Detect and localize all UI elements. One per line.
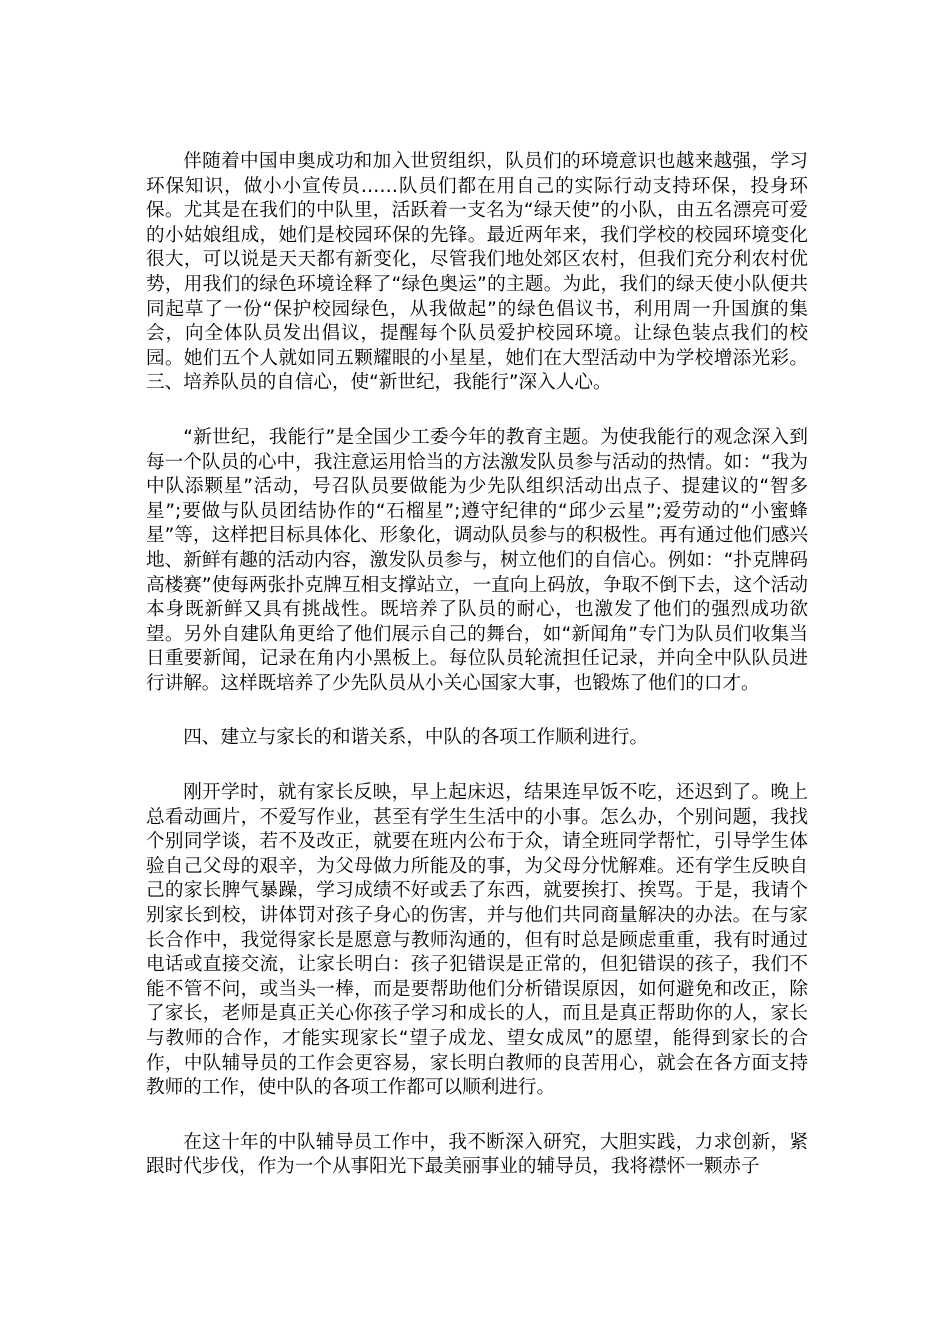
paragraph-new-century-confidence: “新世纪，我能行”是全国少工委今年的教育主题。为使我能行的观念深入到每一个队员的心中，我注意运用恰当的方法激发队员参与活动的热情。如：“我为中队添颗星”活动，号召队员要做能为少先队组织活动出点子、提建议的“智多星”;要做与队员团结协作的“石榴星”;遵守纪律的“邱少云星”;爱劳动的“小蜜蜂星”等，这样把目标具体化、形象化，调动队员参与的积极性。再有通过他们感兴地、新鲜有趣的活动内容，激发队员参与，树立他们的自信心。例如：“扑克牌码高楼赛”使每两张扑克牌互相支撑站立，一直向上码放，争取不倒下去，这个活动本身既新鲜又具有挑战性。既培养了队员的耐心，也激发了他们的强烈成功欲望。另外自建队角更给了他们展示自己的舞台，如“新闻角”专门为队员们收集当日重要新闻，记录在角内小黑板上。每位队员轮流担任记录，并向全中队队员进行讲解。这样既培养了少先队员从小关心国家大事，也锻炼了他们的口才。 — [146, 426, 808, 694]
paragraph-ten-years-work: 在这十年的中队辅导员工作中，我不断深入研究，大胆实践，力求创新，紧跟时代步伐，作为一个从事阳光下最美丽事业的辅导员，我将襟怀一颗赤子 — [146, 1131, 808, 1178]
document-body — [146, 150, 808, 1180]
section-heading-parent-relations: 四、建立与家长的和谐关系，中队的各项工作顺利进行。 — [183, 727, 649, 749]
paragraph-parent-cooperation: 刚开学时，就有家长反映，早上起床迟，结果连早饭不吃，还迟到了。晚上总看动画片，不爱写作业，甚至有学生生活中的小事。怎么办，个别问题，我找个别同学谈，若不及改正，就要在班内公布于众，请全班同学帮忙，引导学生体验自己父母的艰辛，为父母做力所能及的事，为父母分忧解难。还有学生反映自己的家长脾气暴躁，学习成绩不好或丢了东西，就要挨打、挨骂。于是，我请个别家长到校，讲体罚对孩子身心的伤害，并与他们共同商量解决的办法。在与家长合作中，我觉得家长是愿意与教师沟通的，但有时总是顾虑重重，我有时通过电话或直接交流，让家长明白：孩子犯错误是正常的，但犯错误的孩子，我们不能不管不问，或当头一棒，而是要帮助他们分析错误原因，如何避免和改正，除了家长，老师是真正关心你孩子学习和成长的人，而且是真正帮助你的人，家长与教师的合作，才能实现家长“望子成龙、望女成凤”的愿望，能得到家长的合作，中队辅导员的工作会更容易，家长明白教师的良苦用心，就会在各方面支持教师的工作，使中队的各项工作都可以顺利进行。 — [146, 782, 808, 1099]
paragraph-environment-protection: 伴随着中国申奥成功和加入世贸组织，队员们的环境意识也越来越强，学习环保知识，做小小宣传员……队员们都在用自己的实际行动支持环保，投身环保。尤其是在我们的中队里，活跃着一支名为“绿天使”的小队，由五名漂亮可爱的小姑娘组成，她们是校园环保的先锋。最近两年来，我们学校的校园环境变化很大，可以说是天天都有新变化，尽管我们地处郊区农村，但我们充分利农村优势，用我们的绿色环境诠释了“绿色奥运”的主题。为此，我们的绿天使小队便共同起草了一份“保护校园绿色，从我做起”的绿色倡议书，利用周一升国旗的集会，向全体队员发出倡议，提醒每个队员爱护校园环境。让绿色装点我们的校园。她们五个人就如同五颗耀眼的小星星，她们在大型活动中为学校增添光彩。三、培养队员的自信心，使“新世纪，我能行”深入人心。 — [146, 151, 808, 394]
